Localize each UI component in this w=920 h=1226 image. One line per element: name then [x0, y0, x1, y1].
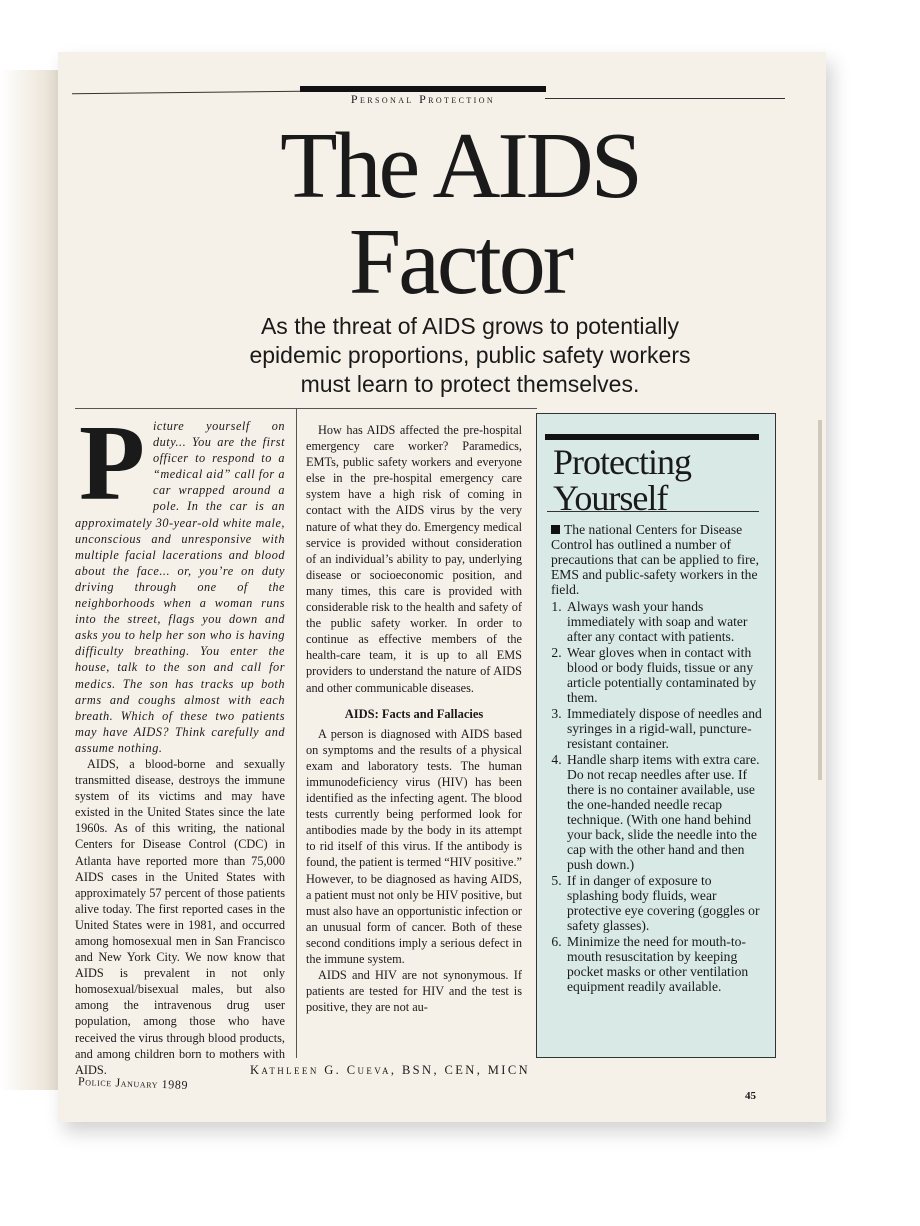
deck-line-3: must learn to protect themselves.	[300, 371, 640, 397]
sidebar-body	[551, 522, 763, 995]
sidebar-lead-text: The national Centers for Disease Control has outlined a number of precautions that can be applied to fire, EMS and public-safety workers in the field.	[551, 522, 759, 597]
sidebar-rule	[547, 511, 759, 512]
sidebar-title-line-2: Yourself	[553, 478, 668, 518]
column-divider	[296, 408, 297, 1058]
page-edge-shadow	[818, 420, 822, 780]
headline-line-1: The AIDS	[280, 114, 640, 218]
list-item: 3. Immediately dispose of needles and syringes in a rigid-wall, puncture-resistant container.	[565, 706, 763, 751]
body-paragraph: A person is diagnosed with AIDS based on symptoms and the results of a physical exam and laboratory tests. The human immunodeficiency virus (HIV) has been identified as the infecting agent. The blood tests currently being performed look for antibodies made by the body in its attempt to rid itself of this virus. If the antibody is found, the patient is termed “HIV positive.” However, to be diagnosed as having AIDS, a patient must not only be HIV positive, but must also have an opportunistic infection or an unusual form of cancer. Both of these second conditions imply a serious defect in the immune system.	[306, 726, 522, 966]
section-kicker: Personal Protection	[350, 92, 496, 106]
headline-line-2: Factor	[348, 210, 572, 314]
column-1	[75, 404, 285, 1078]
body-paragraph: AIDS, a blood-borne and sexually transmitted disease, destroys the immune system of its victims and may have existed in the United States since the late 1960s. As of this writing, the national Centers for Disease Control (CDC) in Atlanta have reported more than 75,000 AIDS cases in the United States with approximately 57 percent of those patients alive today. The first reported cases in the United States were in 1981, and occurred among homosexual men in San Francisco and New York City. We now know that AIDS is prevalent in not only homosexual/bisexual males, but also among the intravenous drug user population, among those who have received the virus through blood products, and among children born to mothers with AIDS.	[75, 756, 285, 1077]
list-item: 4. Handle sharp items with extra care. Do not recap needles after use. If there is no container available, use the one-handed needle recap technique. (With one hand behind your back, slide the needle into the cap with the other hand and then push down.)	[565, 752, 763, 872]
sidebar-box	[536, 413, 776, 1058]
body-paragraph: How has AIDS affected the pre-hospital emergency care worker? Paramedics, EMTs, public safety workers and everyone else in the pre-hospital emergency care system have a high risk of coming in contact with the AIDS virus by the very nature of what they do. Emergency medical service is provided without consideration of an individual’s ability to pay, underlying disease or socioeconomic position, and many times, this care is provided with considerable risk to the health and safety of the public safety worker. In order to continue as effective members of the health-care team, it is up to all EMS providers to understand the nature of AIDS and other communicable diseases.	[306, 423, 522, 695]
sidebar-title	[553, 444, 691, 516]
sidebar-title-line-1: Protecting	[553, 442, 691, 482]
body-paragraph: AIDS and HIV are not synonymous. If patients are tested for HIV and the test is positive, they are not au-	[306, 968, 522, 1015]
square-bullet-icon	[551, 525, 560, 534]
facing-page-edge	[0, 70, 60, 1090]
precautions-list	[551, 599, 763, 994]
header-rule-right	[545, 98, 785, 99]
intro-paragraph: icture yourself on duty... You are the first officer to respond to a “medical aid” call for a car wrapped around a pole. In the car is an approximately 30-year-old white male, unconscious and unresponsive with multiple facial lacerations and blood about the face... or, you’re on duty driving through one of the neighborhoods when a woman runs into the street, flags you down and asks you to help her son who is having difficulty breathing. You enter the house, talk to the son and call for medics. The son has tracks up both arms and coughs almost with each breath. Which of these two patients may have AIDS? Think carefully and assume nothing.	[75, 419, 285, 755]
deck-line-2: epidemic proportions, public safety workers	[249, 342, 691, 368]
list-item: 6. Minimize the need for mouth-to-mouth resuscitation by keeping pocket masks or other ventilation equipment readily available.	[565, 934, 763, 994]
list-item: 5. If in danger of exposure to splashing body fluids, wear protective eye covering (goggles or safety glasses).	[565, 873, 763, 933]
headline	[150, 114, 770, 314]
byline	[250, 1063, 650, 1078]
byline-text: Kathleen G. Cueva, BSN, CEN, MICN	[250, 1063, 531, 1077]
list-item: 1. Always wash your hands immediately with soap and water after any contact with patients.	[565, 599, 763, 644]
deck-line-1: As the threat of AIDS grows to potentially	[260, 313, 680, 339]
sidebar-lead	[551, 522, 763, 597]
deck	[180, 312, 760, 399]
drop-cap: P	[79, 404, 145, 523]
subhead: AIDS: Facts and Fallacies	[344, 706, 484, 721]
folio-issue-text: Police January 1989	[77, 1074, 189, 1092]
column-2	[306, 422, 522, 1015]
sidebar-bar	[545, 434, 759, 440]
list-item: 2. Wear gloves when in contact with blood or body fluids, tissue or any article potentially contaminated by them.	[565, 645, 763, 705]
page-number: 45	[745, 1090, 756, 1102]
